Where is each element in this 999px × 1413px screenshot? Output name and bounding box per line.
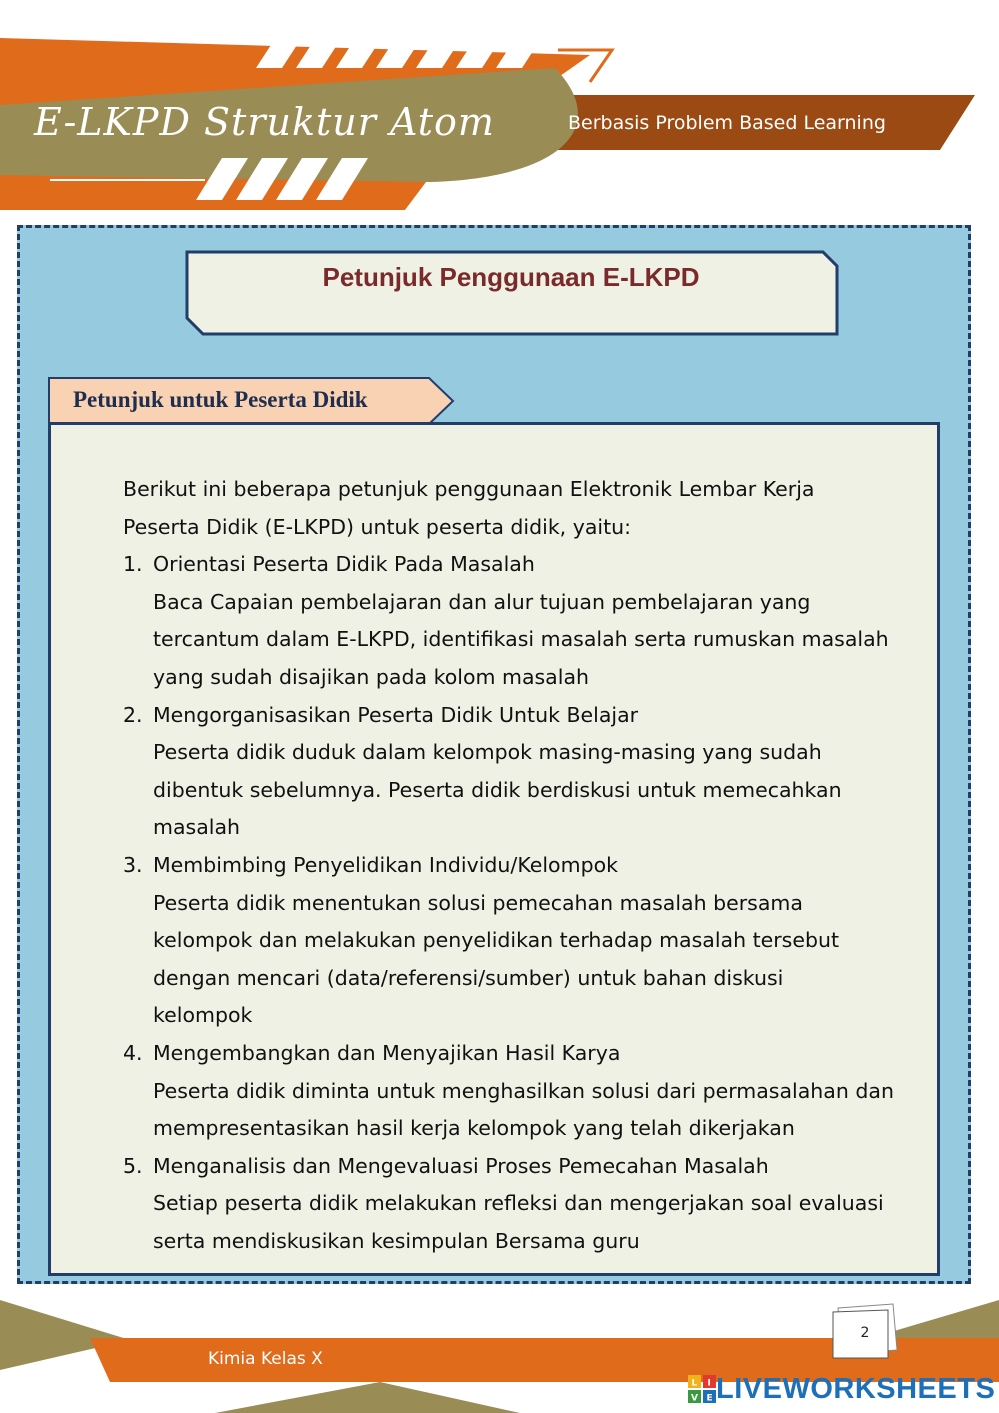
intro-line: Berikut ini beberapa petunjuk penggunaan Elektronik Lembar Kerja bbox=[123, 477, 815, 501]
step-number: 4. bbox=[123, 1040, 143, 1065]
step-line: Baca Capaian pembelajaran dan alur tujuan pembelajaran yang bbox=[153, 589, 811, 614]
step-item bbox=[123, 847, 933, 1035]
liveworksheets-logo-icon bbox=[688, 1375, 716, 1403]
step-line: mempresentasikan hasil kerja kelompok yang telah dikerjakan bbox=[153, 1116, 795, 1141]
document-title: E-LKPD Struktur Atom bbox=[34, 100, 495, 144]
step-line: Peserta didik duduk dalam kelompok masing-masing yang sudah bbox=[153, 740, 822, 765]
step-number: 1. bbox=[123, 552, 143, 577]
svg-text:I: I bbox=[707, 1378, 711, 1389]
intro-paragraph bbox=[123, 471, 933, 546]
step-line: dengan mencari (data/referensi/sumber) untuk bahan diskusi bbox=[153, 965, 784, 990]
document-subtitle: Berbasis Problem Based Learning bbox=[568, 112, 886, 134]
step-line: kelompok dan melakukan penyelidikan terhadap masalah tersebut bbox=[153, 928, 840, 953]
footer-label: Kimia Kelas X bbox=[208, 1349, 323, 1369]
step-line: Peserta didik menentukan solusi pemecahan masalah bersama bbox=[153, 890, 803, 915]
svg-text:L: L bbox=[691, 1378, 698, 1389]
liveworksheets-watermark bbox=[688, 1372, 995, 1406]
svg-text:V: V bbox=[691, 1393, 698, 1403]
step-line: tercantum dalam E-LKPD, identifikasi masalah serta rumuskan masalah bbox=[153, 627, 889, 652]
step-title: Mengorganisasikan Peserta Didik Untuk Belajar bbox=[153, 702, 639, 727]
step-line: Setiap peserta didik melakukan refleksi dan mengerjakan soal evaluasi bbox=[153, 1191, 884, 1216]
instructions bbox=[123, 471, 933, 1260]
step-item bbox=[123, 546, 933, 696]
watermark-text: LIVEWORKSHEETS bbox=[716, 1372, 996, 1405]
page-number: 2 bbox=[860, 1325, 870, 1341]
step-line: serta mendiskusikan kesimpulan Bersama guru bbox=[153, 1228, 640, 1253]
step-item bbox=[123, 1035, 933, 1148]
step-title: Menganalisis dan Mengevaluasi Proses Pemecahan Masalah bbox=[153, 1153, 769, 1178]
step-item bbox=[123, 1148, 933, 1261]
banner-title: Petunjuk Penggunaan E-LKPD bbox=[322, 262, 700, 292]
step-line: masalah bbox=[153, 815, 241, 840]
step-title: Mengembangkan dan Menyajikan Hasil Karya bbox=[153, 1040, 621, 1065]
steps-list bbox=[123, 546, 933, 1260]
step-title: Orientasi Peserta Didik Pada Masalah bbox=[153, 552, 535, 577]
section-tab-label: Petunjuk untuk Peserta Didik bbox=[73, 387, 368, 412]
step-number: 3. bbox=[123, 852, 143, 877]
step-number: 5. bbox=[123, 1153, 143, 1178]
intro-line: Peserta Didik (E-LKPD) untuk peserta didik, yaitu: bbox=[123, 514, 632, 539]
step-number: 2. bbox=[123, 702, 143, 727]
svg-text:E: E bbox=[706, 1393, 713, 1403]
step-line: kelompok bbox=[153, 1003, 253, 1028]
step-title: Membimbing Penyelidikan Individu/Kelompok bbox=[153, 852, 618, 877]
step-line: Peserta didik diminta untuk menghasilkan solusi dari permasalahan dan bbox=[153, 1078, 894, 1103]
step-item bbox=[123, 697, 933, 847]
step-line: yang sudah disajikan pada kolom masalah bbox=[153, 664, 589, 689]
step-line: dibentuk sebelumnya. Peserta didik berdiskusi untuk memecahkan bbox=[153, 777, 842, 802]
